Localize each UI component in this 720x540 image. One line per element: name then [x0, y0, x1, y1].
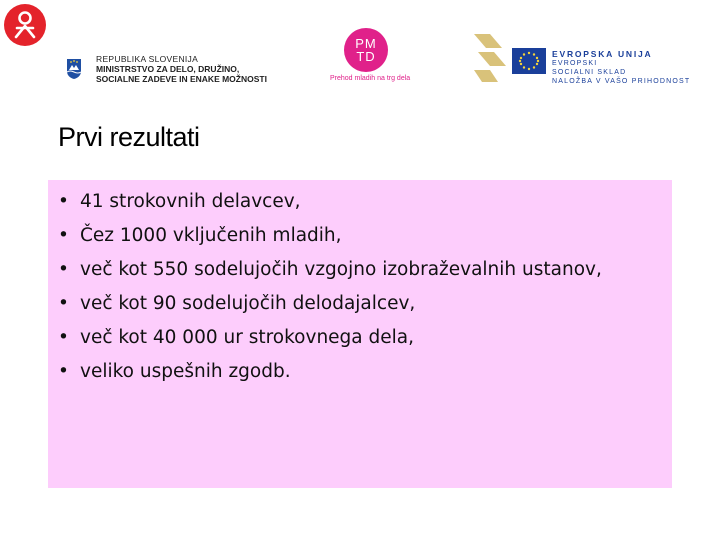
- eu-logo: [472, 30, 690, 86]
- list-item: • več kot 40 000 ur strokovnega dela,: [58, 325, 658, 351]
- esf-stripes-icon: [472, 30, 508, 84]
- slovenia-crest-icon: [66, 58, 82, 80]
- ministry-logo: [66, 54, 267, 84]
- ministry-line-3: SOCIALNE ZADEVE IN ENAKE MOŽNOSTI: [96, 74, 267, 84]
- eu-flag-icon: [512, 48, 546, 74]
- results-list: [58, 189, 658, 393]
- person-icon: [4, 4, 46, 46]
- eu-line-4: NALOŽBA V VAŠO PRIHODNOST: [552, 78, 691, 85]
- list-item: • več kot 550 sodelujočih vzgojno izobraževalnih ustanov,: [58, 257, 658, 283]
- eu-line-2: EVROPSKI: [552, 60, 598, 67]
- pmtd-circle: [344, 28, 388, 72]
- ministry-line-2: MINISTRSTVO ZA DELO, DRUŽINO,: [96, 64, 240, 74]
- pmtd-logo: [330, 28, 411, 82]
- ministry-text: [96, 54, 267, 84]
- pmtd-bottom: TD: [356, 49, 376, 64]
- eu-line-1: EVROPSKA UNIJA: [552, 49, 653, 59]
- eu-text: [552, 50, 690, 86]
- eu-line-3: SOCIALNI SKLAD: [552, 69, 627, 76]
- pmtd-tagline: Prehod mladih na trg dela: [330, 75, 411, 82]
- ministry-line-1: REPUBLIKA SLOVENIJA: [96, 54, 199, 64]
- results-box: [48, 180, 672, 488]
- page-title: Prvi rezultati: [58, 122, 200, 152]
- list-item: • Čez 1000 vključenih mladih,: [58, 223, 658, 249]
- list-item: • več kot 90 sodelujočih delodajalcev,: [58, 291, 658, 317]
- list-item: • veliko uspešnih zgodb.: [58, 359, 658, 385]
- list-item: • 41 strokovnih delavcev,: [58, 189, 658, 215]
- pmtd-top: PM: [355, 36, 377, 51]
